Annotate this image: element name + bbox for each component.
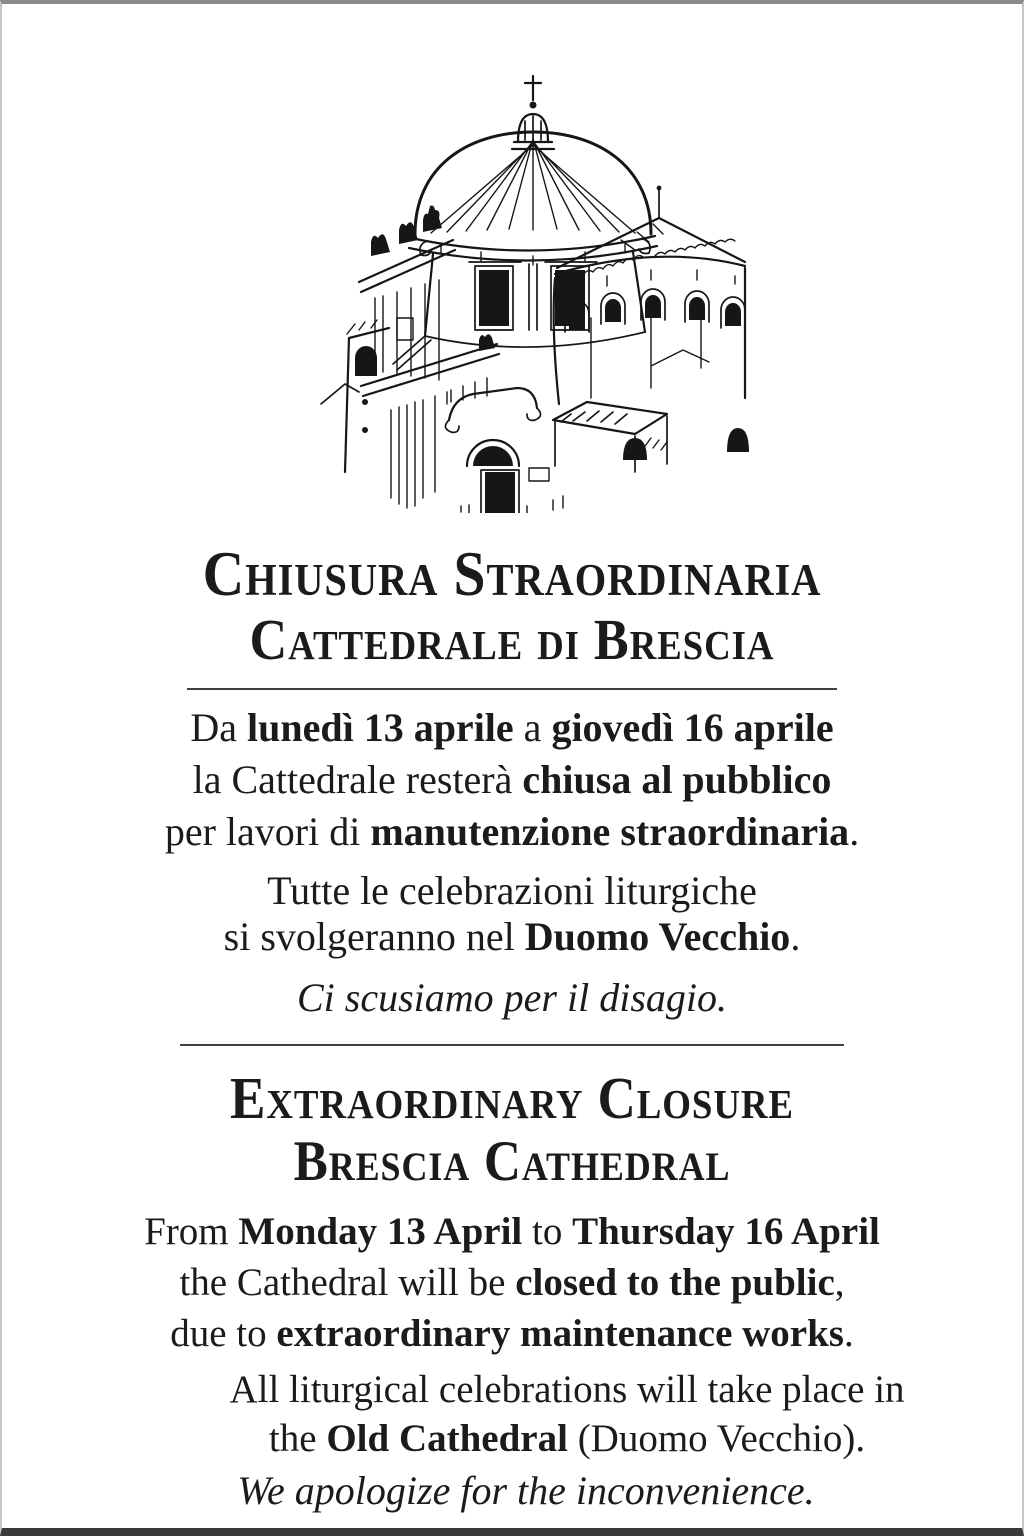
italian-title [2,538,1022,672]
text-line: the Old Cathedral (Duomo Vecchio). [268,1417,866,1460]
text-line: Da lunedì 13 aprile a giovedì 16 aprile [190,705,834,750]
brescia-cathedral-drawing [301,68,751,513]
dome [409,132,657,265]
divider-middle [180,1044,844,1046]
text-line: due to extraordinary maintenance works. [170,1312,854,1355]
text-line: All liturgical celebrations will take place in [229,1368,905,1411]
left-tower [321,320,389,472]
italian-title-line-2: Cattedrale di Brescia [249,607,775,672]
english-title-line-1: Extraordinary Closure [230,1065,794,1131]
english-apology-note: We apologize for the inconvenience. [237,1468,815,1513]
italian-apology-note: Ci scusiamo per il disagio. [296,975,728,1020]
portal [445,388,563,513]
text-line: the Cathedral will be closed to the public, [179,1261,845,1304]
italian-title-line-1: Chiusura Straordinaria [202,538,822,609]
text-line: per lavori di manutenzione straordinaria. [164,809,860,854]
italian-paragraph-celebrations [2,868,1022,960]
text-line: la Cattedrale resterà chiusa al pubblico [192,757,832,802]
text-line: si svolgeranno nel Duomo Vecchio. [223,914,801,959]
annex [553,402,667,472]
italian-paragraph-dates [2,702,1022,858]
text-line: From Monday 13 April to Thursday 16 April [144,1210,880,1253]
english-title-line-2: Brescia Cathedral [293,1130,731,1193]
english-title [2,1065,1022,1193]
english-paragraph-dates [2,1206,1022,1359]
drum [393,252,709,370]
english-paragraph-celebrations [57,1365,1024,1463]
text-line: Tutte le celebrazioni liturgiche [267,868,757,913]
divider-top [187,688,837,690]
